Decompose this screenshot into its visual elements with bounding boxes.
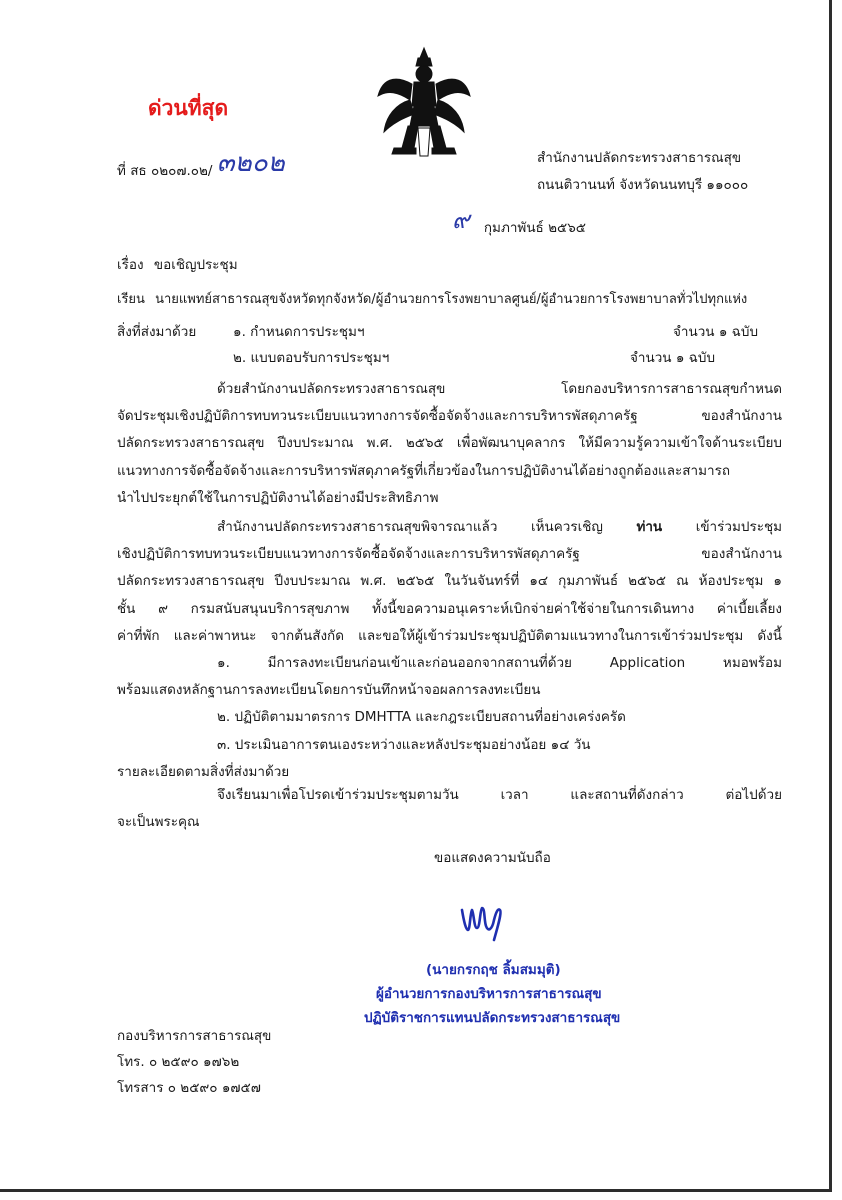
recipient-line <box>117 288 747 309</box>
org-name: สำนักงานปลัดกระทรวงสาธารณสุข <box>537 150 742 166</box>
paragraph-line: ปลัดกระทรวงสาธารณสุข ปีงบประมาณ พ.ศ. ๒๕๖๕ เพื่อพัฒนาบุคลากร ให้มีความรู้ความเข้าใจด้านระเบียบ <box>117 435 782 452</box>
paragraph-line: ชั้น ๙ กรมสนับสนุนบริการสุขภาพ ทั้งนี้ขอความอนุเคราะห์เบิกจ่ายค่าใช้จ่ายในการเดินทาง ค่าเบี้ยเลี้ยง <box>117 600 782 617</box>
paragraph-line: ปลัดกระทรวงสาธารณสุข ปีงบประมาณ พ.ศ. ๒๕๖๕ ในวันจันทร์ที่ ๑๔ กุมภาพันธ์ ๒๕๖๕ ณ ห้องประชุม ๑ <box>117 573 782 590</box>
document-number-handwritten: ๓๒๐๒ <box>216 148 285 178</box>
recipient-text: นายแพทย์สาธารณสุขจังหวัดทุกจังหวัด/ผู้อำนวยการโรงพยาบาลศูนย์/ผู้อำนวยการโรงพยาบาลทั่วไปทุกแห่ง <box>155 292 748 307</box>
paragraph-line <box>117 514 782 541</box>
signatory-title: ผู้อำนวยการกองบริหารการสาธารณสุข <box>376 986 602 1002</box>
subject-text: ขอเชิญประชุม <box>153 257 238 273</box>
enclosure-item-2: ๒. แบบตอบรับการประชุมฯ <box>233 350 390 366</box>
footer-telephone: โทร. ๐ ๒๕๙๐ ๑๗๖๒ <box>117 1054 240 1070</box>
p2-bold-you: ท่าน <box>636 519 663 535</box>
date-month-year: กุมภาพันธ์ ๒๕๖๕ <box>483 220 586 236</box>
subject-line <box>117 253 238 275</box>
paragraph-line: ด้วยสำนักงานปลัดกระทรวงสาธารณสุข โดยกองบริหารการสาธารณสุขกำหนด <box>217 381 782 397</box>
closing-line: จึงเรียนมาเพื่อโปรดเข้าร่วมประชุมตามวัน เวลา และสถานที่ดังกล่าว ต่อไปด้วย <box>217 787 782 803</box>
details-line: รายละเอียดตามสิ่งที่ส่งมาด้วย <box>117 763 290 780</box>
document-date <box>452 204 586 243</box>
body-paragraph-1 <box>117 376 782 512</box>
closing-paragraph <box>117 782 782 836</box>
paragraph-line: จัดประชุมเชิงปฏิบัติการทบทวนระเบียบแนวทางการจัดซื้อจัดจ้างและการบริหารพัสดุภาครัฐ ของสำนักงาน <box>117 408 782 425</box>
p2-text-a: สำนักงานปลัดกระทรวงสาธารณสุขพิจารณาแล้ว เห็นควรเชิญ <box>217 519 637 535</box>
garuda-emblem-icon <box>374 44 474 162</box>
enclosure-qty-1: จำนวน ๑ ฉบับ <box>673 324 759 340</box>
enclosure-qty-2: จำนวน ๑ ฉบับ <box>630 350 716 366</box>
closing-line-continued: จะเป็นพระคุณ <box>117 814 200 831</box>
subject-label: เรื่อง <box>117 257 144 273</box>
paragraph-line: ค่าที่พัก และค่าพาหนะ จากต้นสังกัด และขอให้ผู้เข้าร่วมประชุมปฏิบัติตามแนวทางในการเข้าร่วมประชุม ดังนี้ <box>117 627 782 644</box>
document-number-prefix: ที่ สธ ๐๒๐๗.๐๒/ <box>117 163 213 179</box>
rule-2: ๒. ปฏิบัติตามมาตรการ DMHTTA และกฎระเบียบสถานที่อย่างเคร่งครัด <box>217 709 626 726</box>
date-day-handwritten: ๙ <box>452 206 470 234</box>
rule-1-continued: พร้อมแสดงหลักฐานการลงทะเบียนโดยการบันทึกหน้าจอผลการลงทะเบียน <box>117 682 541 699</box>
body-paragraph-2 <box>117 514 782 786</box>
enclosure-item-1: ๑. กำหนดการประชุมฯ <box>233 324 365 340</box>
footer-fax: โทรสาร ๐ ๒๕๙๐ ๑๗๕๗ <box>117 1080 261 1096</box>
signatory-acting: ปฏิบัติราชการแทนปลัดกระทรวงสาธารณสุข <box>364 1010 621 1026</box>
signature-scribble-icon <box>458 900 508 944</box>
urgency-stamp: ด่วนที่สุด <box>148 96 229 120</box>
paragraph-line: เชิงปฏิบัติการทบทวนระเบียบแนวทางการจัดซื้อจัดจ้างและการบริหารพัสดุภาครัฐ ของสำนักงาน <box>117 546 782 563</box>
paragraph-line: นำไปประยุกต์ใช้ในการปฏิบัติงานได้อย่างมีประสิทธิภาพ <box>117 489 439 506</box>
p2-text-b: เข้าร่วมประชุม <box>662 519 783 535</box>
rule-1: ๑. มีการลงทะเบียนก่อนเข้าและก่อนออกจากสถานที่ด้วย Application หมอพร้อม <box>217 655 782 672</box>
regards-text: ขอแสดงความนับถือ <box>434 850 551 866</box>
paragraph-line: แนวทางการจัดซื้อจัดจ้างและการบริหารพัสดุภาครัฐที่เกี่ยวข้องในการปฏิบัติงานได้อย่างถูกต้องและสามารถ <box>117 462 731 479</box>
footer-department: กองบริหารการสาธารณสุข <box>117 1028 272 1044</box>
org-address: ถนนติวานนท์ จังหวัดนนทบุรี ๑๑๐๐๐ <box>537 177 749 193</box>
document-number <box>117 146 285 187</box>
signatory-name: (นายกรกฤช ลิ้มสมมุติ) <box>426 962 561 978</box>
enclosures-label: สิ่งที่ส่งมาด้วย <box>117 324 197 340</box>
rule-3: ๓. ประเมินอาการตนเองระหว่างและหลังประชุมอย่างน้อย ๑๔ วัน <box>217 736 591 753</box>
recipient-label: เรียน <box>117 292 145 307</box>
